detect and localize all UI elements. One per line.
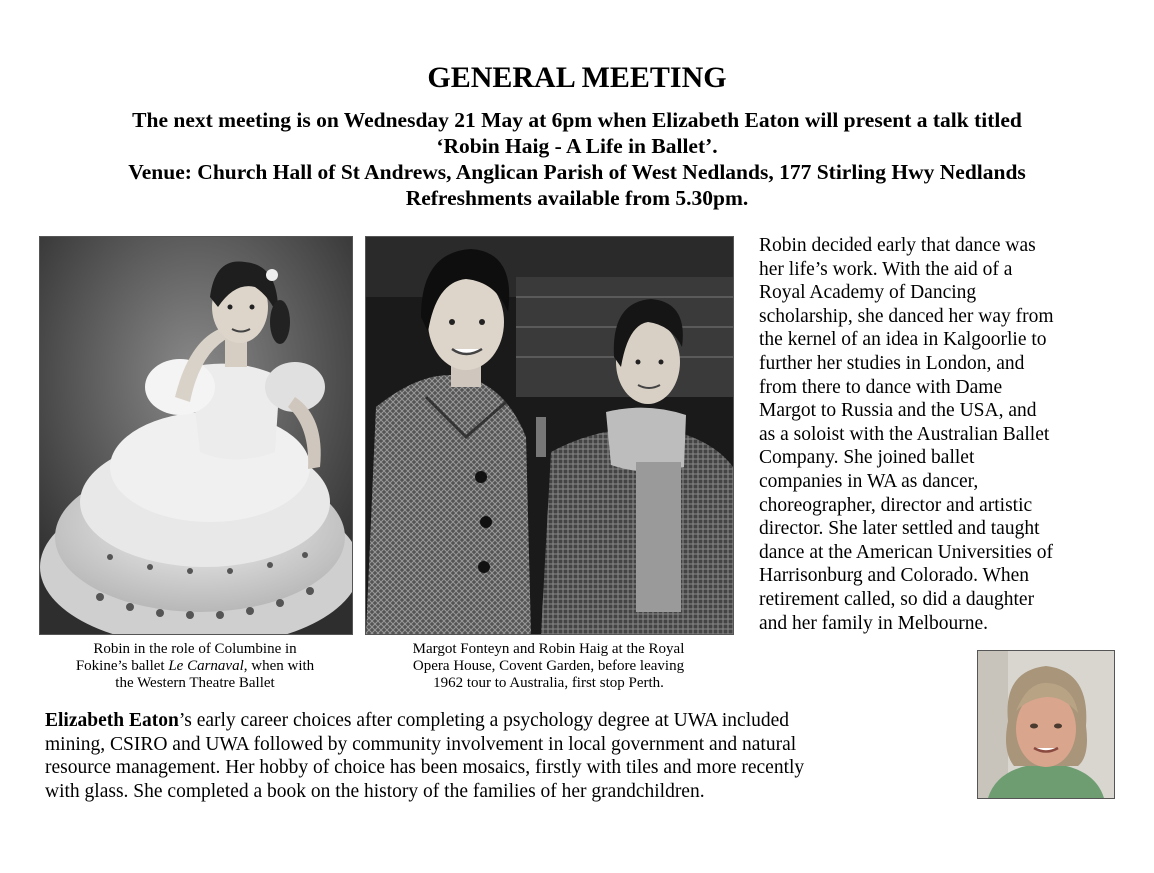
announcement-line: Venue: Church Hall of St Andrews, Anglican Parish of West Nedlands, 177 Stirling Hwy Nedlands — [128, 160, 1026, 184]
bio-line: her life’s work. With the aid of a — [759, 258, 1013, 280]
ballet-title: Le Carnaval — [168, 658, 244, 674]
bio-line: resource management. Her hobby of choice has been mosaics, firstly with tiles and more recently — [45, 757, 805, 779]
fonteyn-haig-caption — [365, 641, 732, 692]
bio-line: Company. She joined ballet — [759, 447, 975, 469]
announcement-line: ‘Robin Haig - A Life in Ballet’. — [436, 134, 718, 158]
bio-line: Margot to Russia and the USA, and — [759, 400, 1037, 422]
bio-text: ’s early career choices after completing a psychology degree at UWA included — [178, 710, 790, 731]
announcement-line: Refreshments available from 5.30pm. — [405, 186, 749, 210]
bio-line: from there to dance with Dame — [759, 376, 1003, 398]
bio-line: Robin decided early that dance was — [759, 235, 1036, 256]
bio-line: dance at the American Universities of — [759, 541, 1054, 563]
caption-line: Opera House, Covent Garden, before leaving — [412, 658, 685, 674]
caption-line: Margot Fonteyn and Robin Haig at the Royal — [412, 641, 685, 657]
bio-line: Royal Academy of Dancing — [759, 282, 977, 304]
bio-line: director. She later settled and taught — [759, 518, 1040, 540]
bio-line: as a soloist with the Australian Ballet — [759, 423, 1050, 445]
robin-bio — [759, 234, 1119, 635]
bio-line: choreographer, director and artistic — [759, 494, 1033, 516]
fonteyn-haig-photo — [365, 236, 734, 635]
bio-line: with glass. She completed a book on the history of the families of her grandchildren. — [45, 780, 705, 802]
fonteyn-haig-photo-image — [366, 237, 733, 634]
meeting-announcement — [30, 107, 1124, 211]
caption-text: Fokine’s ballet — [75, 658, 169, 674]
speaker-name: Elizabeth Eaton — [45, 710, 179, 731]
bio-line: the kernel of an idea in Kalgoorlie to — [759, 329, 1047, 351]
bio-line: further her studies in London, and — [759, 352, 1025, 374]
speaker-portrait-image — [978, 651, 1114, 798]
announcement-line: The next meeting is on Wednesday 21 May at 6pm when Elizabeth Eaton will present a talk titled — [132, 108, 1022, 132]
bio-line: Harrisonburg and Colorado. When — [759, 565, 1030, 587]
columbine-caption — [39, 641, 351, 692]
speaker-portrait — [977, 650, 1115, 799]
caption-line: 1962 tour to Australia, first stop Perth. — [433, 675, 664, 691]
bio-line: companies in WA as dancer, — [759, 470, 979, 492]
bio-line — [45, 709, 965, 733]
bio-line: scholarship, she danced her way from — [759, 305, 1054, 327]
caption-line: the Western Theatre Ballet — [115, 675, 275, 691]
columbine-photo-image — [40, 237, 352, 634]
caption-line — [39, 658, 351, 675]
bio-line: and her family in Melbourne. — [759, 612, 989, 634]
speaker-bio — [45, 709, 965, 803]
columbine-photo — [39, 236, 353, 635]
page-title: GENERAL MEETING — [427, 61, 727, 94]
caption-text: , when with — [243, 658, 315, 674]
caption-line: Robin in the role of Columbine in — [93, 641, 297, 657]
bio-line: mining, CSIRO and UWA followed by community involvement in local government and natural — [45, 733, 797, 755]
bio-line: retirement called, so did a daughter — [759, 588, 1035, 610]
